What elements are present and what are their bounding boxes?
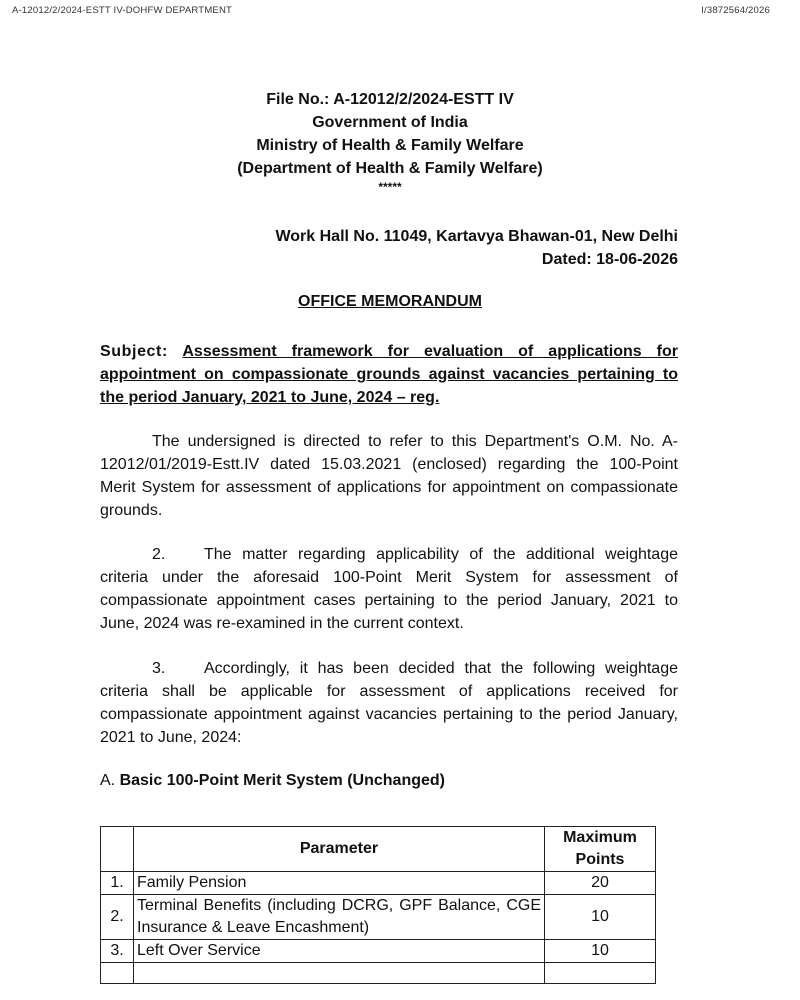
table-row [101, 872, 656, 895]
government-name: Government of India [312, 114, 468, 131]
table-row [101, 940, 656, 963]
merit-points-table [100, 826, 656, 984]
row-parameter: Terminal Benefits (including DCRG, GPF Balance, CGE Insurance & Leave Encashment) [134, 895, 545, 940]
paragraph-3-text: Accordingly, it has been decided that the following weightage criteria shall be applicable for assessment of applications received for compassionate appointment against vacancies pertaining to the period January, 2021 to June, 2024: [100, 660, 678, 746]
document-header-right: I/3872564/2026 [701, 5, 770, 16]
department-name: (Department of Health & Family Welfare) [237, 160, 543, 177]
row-points: 10 [545, 940, 656, 963]
table-header-parameter: Parameter [134, 827, 545, 872]
table-header-row [101, 827, 656, 872]
address-block [275, 225, 678, 271]
row-points: 20 [545, 872, 656, 895]
table-header-max-points: Maximum Points [545, 827, 656, 872]
paragraph-2 [100, 543, 678, 635]
row-sl: 2. [101, 895, 134, 940]
paragraph-3 [100, 657, 678, 749]
subject-text: Assessment framework for evaluation of applications for appointment on compassionate grounds against vacancies pertaining to the period January, 2021 to June, 2024 – reg. [100, 343, 679, 406]
section-a-title: Basic 100-Point Merit System (Unchanged) [119, 772, 445, 789]
row-parameter: Left Over Service [134, 940, 545, 963]
row-parameter: Family Pension [134, 872, 545, 895]
subject-line [100, 340, 678, 409]
document-header-left: A-12012/2/2024-ESTT IV-DOHFW DEPARTMENT [12, 5, 233, 16]
memo-date: Dated: 18-06-2026 [541, 251, 678, 268]
row-points: 10 [545, 895, 656, 940]
ministry-name: Ministry of Health & Family Welfare [256, 137, 524, 154]
table-row [101, 895, 656, 940]
section-a-heading [100, 772, 445, 790]
section-a-prefix: A. [100, 772, 116, 789]
row-sl: 1. [101, 872, 134, 895]
separator-stars: ***** [378, 180, 402, 194]
letterhead [0, 88, 780, 194]
file-number: File No.: A-12012/2/2024-ESTT IV [266, 91, 514, 108]
row-sl: 3. [101, 940, 134, 963]
paragraph-1: The undersigned is directed to refer to this Department's O.M. No. A-12012/01/2019-Estt.IV dated 15.03.2021 (enclosed) regarding the 100-Point Merit System for assessment of applications for appointment on compassionate grounds. [100, 433, 678, 519]
paragraph-2-text: The matter regarding applicability of the additional weightage criteria under the aforesaid 100-Point Merit System for assessment of compassionate appointment cases pertaining to the period January, 2021 to June, 2024 was re-examined in the current context. [100, 546, 678, 632]
subject-label: Subject: [100, 343, 168, 360]
paragraph-2-number: 2. [152, 546, 166, 563]
paragraph-3-number: 3. [152, 660, 166, 677]
table-row-continuation [101, 963, 656, 984]
office-address: Work Hall No. 11049, Kartavya Bhawan-01, New Delhi [275, 228, 678, 245]
memo-title: OFFICE MEMORANDUM [298, 293, 482, 310]
table-header-sl [101, 827, 134, 872]
